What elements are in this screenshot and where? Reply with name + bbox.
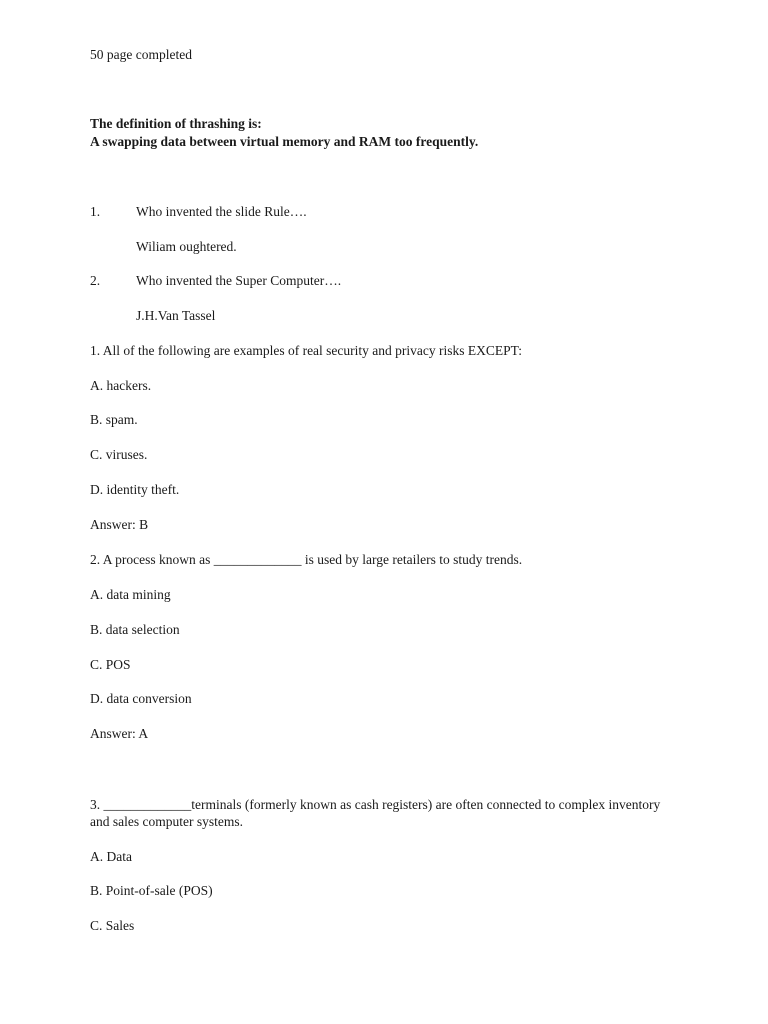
mcq-option: B. Point-of-sale (POS): [90, 883, 213, 898]
mcq-question: 3. _____________terminals (formerly known as cash registers) are often connected to complex inventory and sales computer systems.: [90, 797, 661, 829]
mcq-option: A. hackers.: [90, 378, 152, 393]
mcq-option: C. viruses.: [90, 447, 148, 462]
definition-title: The definition of thrashing is:: [90, 116, 262, 131]
mcq-option: C. POS: [90, 657, 131, 672]
inventor-question-number: 1.: [90, 204, 101, 219]
mcq-option: B. spam.: [90, 412, 138, 427]
mcq-answer: Answer: A: [90, 726, 149, 741]
mcq-answer: Answer: B: [90, 517, 149, 532]
mcq-option: B. data selection: [90, 622, 180, 637]
page-status-text: 50 page completed: [90, 47, 192, 62]
definition-body: A swapping data between virtual memory and RAM too frequently.: [90, 134, 479, 149]
mcq-option: A. Data: [90, 849, 132, 864]
mcq-option: D. data conversion: [90, 691, 192, 706]
inventor-question: Who invented the Super Computer….: [136, 273, 342, 288]
inventor-answer: Wiliam oughtered.: [136, 239, 237, 254]
inventor-answer: J.H.Van Tassel: [136, 308, 216, 323]
inventor-question: Who invented the slide Rule….: [136, 204, 307, 219]
mcq-option: D. identity theft.: [90, 482, 180, 497]
mcq-question: 1. All of the following are examples of real security and privacy risks EXCEPT:: [90, 343, 522, 358]
mcq-option: C. Sales: [90, 918, 135, 933]
mcq-option: A. data mining: [90, 587, 171, 602]
mcq-question: 2. A process known as _____________ is used by large retailers to study trends.: [90, 552, 523, 567]
inventor-question-number: 2.: [90, 273, 101, 288]
